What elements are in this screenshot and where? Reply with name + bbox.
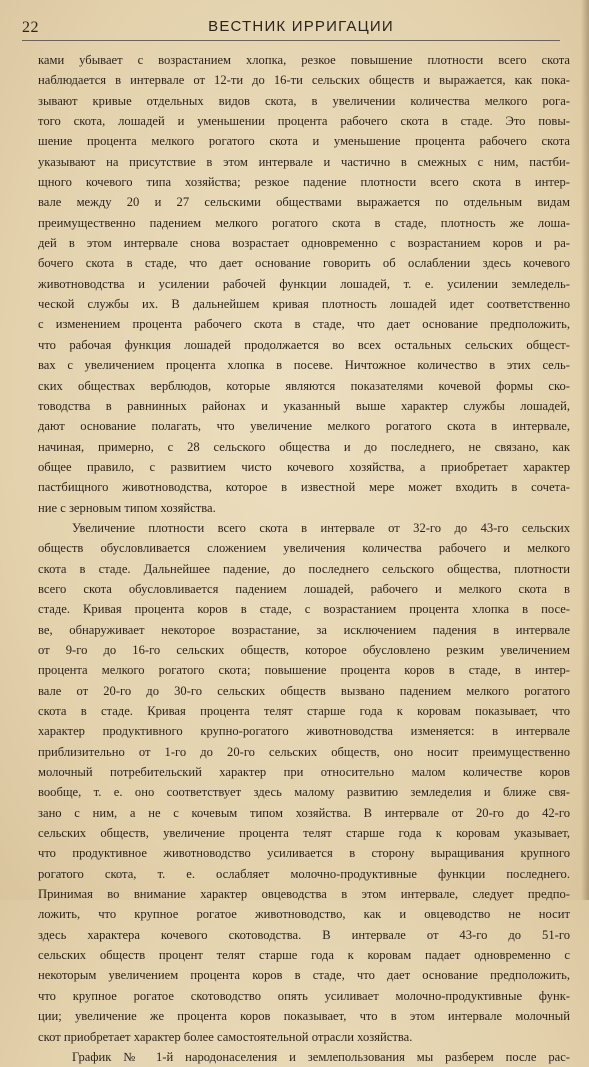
page-number: 22 xyxy=(22,19,39,36)
text-line: стаде. Кривая процента коров в стаде, с возрастанием процента хлопка в посе- xyxy=(38,602,570,617)
text-line: общее правило, с развитием чисто кочевого хозяйства, а приобретает характер xyxy=(38,459,570,474)
text-line: некоторым увеличением процента коров в стаде, что дает основание предположить, xyxy=(38,968,570,983)
body-text xyxy=(38,50,570,1067)
text-line: всего скота обусловливается падением лошадей, рабочего и мелкого скота в xyxy=(38,581,570,596)
text-line: скота в стаде. Кривая процента телят старше года к коровам показывает, что xyxy=(38,704,570,718)
text-line: Принимая во внимание характер овцеводства в этом интервале, следует предпо- xyxy=(38,887,570,902)
text-line: вообще, т. е. оно соответствует здесь малому развитию земледелия и ближе свя- xyxy=(38,785,570,800)
text-line: здесь характера кочевого скотоводства. В интервале от 43-го до 51-го xyxy=(38,927,570,942)
text-line: вале между 20 и 27 сельскими обществами выражается по отдельным видам xyxy=(38,195,570,210)
text-line: вах с увеличением процента хлопка в посеве. Ничтожное количество в этих сель- xyxy=(38,358,570,373)
text-line: График № 1-й народонаселения и землепользования мы разберем после рас- xyxy=(72,1049,570,1064)
page-edge-shadow xyxy=(581,0,589,900)
text-line: начиная, примерно, с 28 сельского общества и до последнего, не связано, как xyxy=(38,439,570,454)
text-line: наблюдается в интервале от 12-ти до 16-ти сельских обществ и выражается, как пока- xyxy=(38,73,570,88)
text-line: обществ обусловливается сложением увеличения количества рабочего и мелкого xyxy=(38,541,570,556)
text-line: ложить, что крупное рогатое животноводство, как и овцеводство не носит xyxy=(38,907,570,922)
text-line: скота в стаде. Дальнейшее падение, до последнего сельского общества, плотности xyxy=(38,561,570,576)
text-line: товодства в равнинных районах и указанный выше характер службы лошадей, xyxy=(38,398,570,413)
text-line: что рабочая функция лошадей продолжается во всех остальных сельских общест- xyxy=(38,337,570,352)
text-line: рогатого скота, т. е. ослабляет молочно-продуктивные функции последнего. xyxy=(38,866,570,881)
text-line: приблизительно от 1-го до 20-го сельских обществ, оно носит преимущественно xyxy=(38,744,570,759)
text-line: животноводства и усилении рабочей функции лошадей, т. е. усилении земледель- xyxy=(38,276,570,291)
text-line: от 9-го до 16-го сельских обществ, которое обусловлено резким увеличением xyxy=(38,642,570,657)
page-header xyxy=(22,18,560,41)
text-line: дают основание полагать, что увеличение мелкого рогатого скота в интервале, xyxy=(38,419,570,434)
text-line: процента мелкого рогатого скота; повышение процента коров в стаде, в интер- xyxy=(38,663,570,678)
text-line: с изменением процента рабочего скота в стаде, что дает основание предположить, xyxy=(38,317,570,332)
text-line: указывают на присутствие в этом интервале и частично в смежных с ним, пастби- xyxy=(38,154,570,169)
text-line: пастбищного животноводства, которое в известной мере может входить в сочета- xyxy=(38,480,570,495)
text-line: ве, обнаруживает некоторое возрастание, за исключением падения в интервале xyxy=(38,622,570,637)
text-line: щного кочевого типа хозяйства; резкое падение плотности всего скота в интер- xyxy=(38,175,570,190)
text-line: вале от 20-го до 30-го сельских обществ вызвано падением мелкого рогатого xyxy=(38,683,570,698)
text-line: скот приобретает характер более самостоятельной отрасли хозяйства. xyxy=(38,1029,413,1044)
journal-title: ВЕСТНИК ИРРИГАЦИИ xyxy=(208,18,394,35)
text-line: зывают кривые отдельных видов скота, в увеличении количества мелкого рога- xyxy=(38,93,570,108)
text-line: молочный потребительский характер при относительно малом количестве коров xyxy=(38,765,570,780)
text-line: ками убывает с возрастанием хлопка, резкое повышение плотности всего скота xyxy=(38,53,570,67)
text-line: преимущественно падением мелкого рогатого скота в стаде, плотность же лоша- xyxy=(38,215,570,230)
text-line: ских обществах верблюдов, которые являются показателями кочевой формы ско- xyxy=(38,378,570,393)
text-line: ции; увеличение же процента коров показывает, что в этом интервале молочный xyxy=(38,1009,570,1024)
text-line: Увеличение плотности всего скота в интервале от 32-го до 43-го сельских xyxy=(72,520,570,535)
text-line: что крупное рогатое скотоводство опять усиливает молочно-продуктивные функ- xyxy=(38,988,570,1003)
text-line: зано с ним, а не с кочевым типом хозяйства. В интервале от 20-го до 42-го xyxy=(38,805,570,820)
text-line: дей в этом интервале снова возрастает одновременно с возрастанием коров и ра- xyxy=(38,236,570,251)
text-line: шение процента мелкого рогатого скота и уменьшение процента рабочего скота xyxy=(38,134,570,149)
text-line: ние с зерновым типом хозяйства. xyxy=(38,500,216,515)
text-line: бочего скота в стаде, что дает основание говорить об ослаблении здесь кочевого xyxy=(38,256,570,271)
text-line: ческой службы их. В дальнейшем кривая плотность лошадей идет соответственно xyxy=(38,297,570,312)
text-line: сельских обществ, увеличение процента телят старше года к коровам указывает, xyxy=(38,826,570,841)
text-line: того скота, лошадей и уменьшении процента рабочего скота в стаде. Это повы- xyxy=(38,114,570,129)
text-line: характер продуктивного крупно-рогатого животноводства изменяется: в интервале xyxy=(38,724,570,739)
text-line: сельских обществ процент телят старше года к коровам падает одновременно с xyxy=(38,948,570,963)
text-line: что продуктивное животноводство усиливается в сторону выращивания крупного xyxy=(38,846,570,861)
